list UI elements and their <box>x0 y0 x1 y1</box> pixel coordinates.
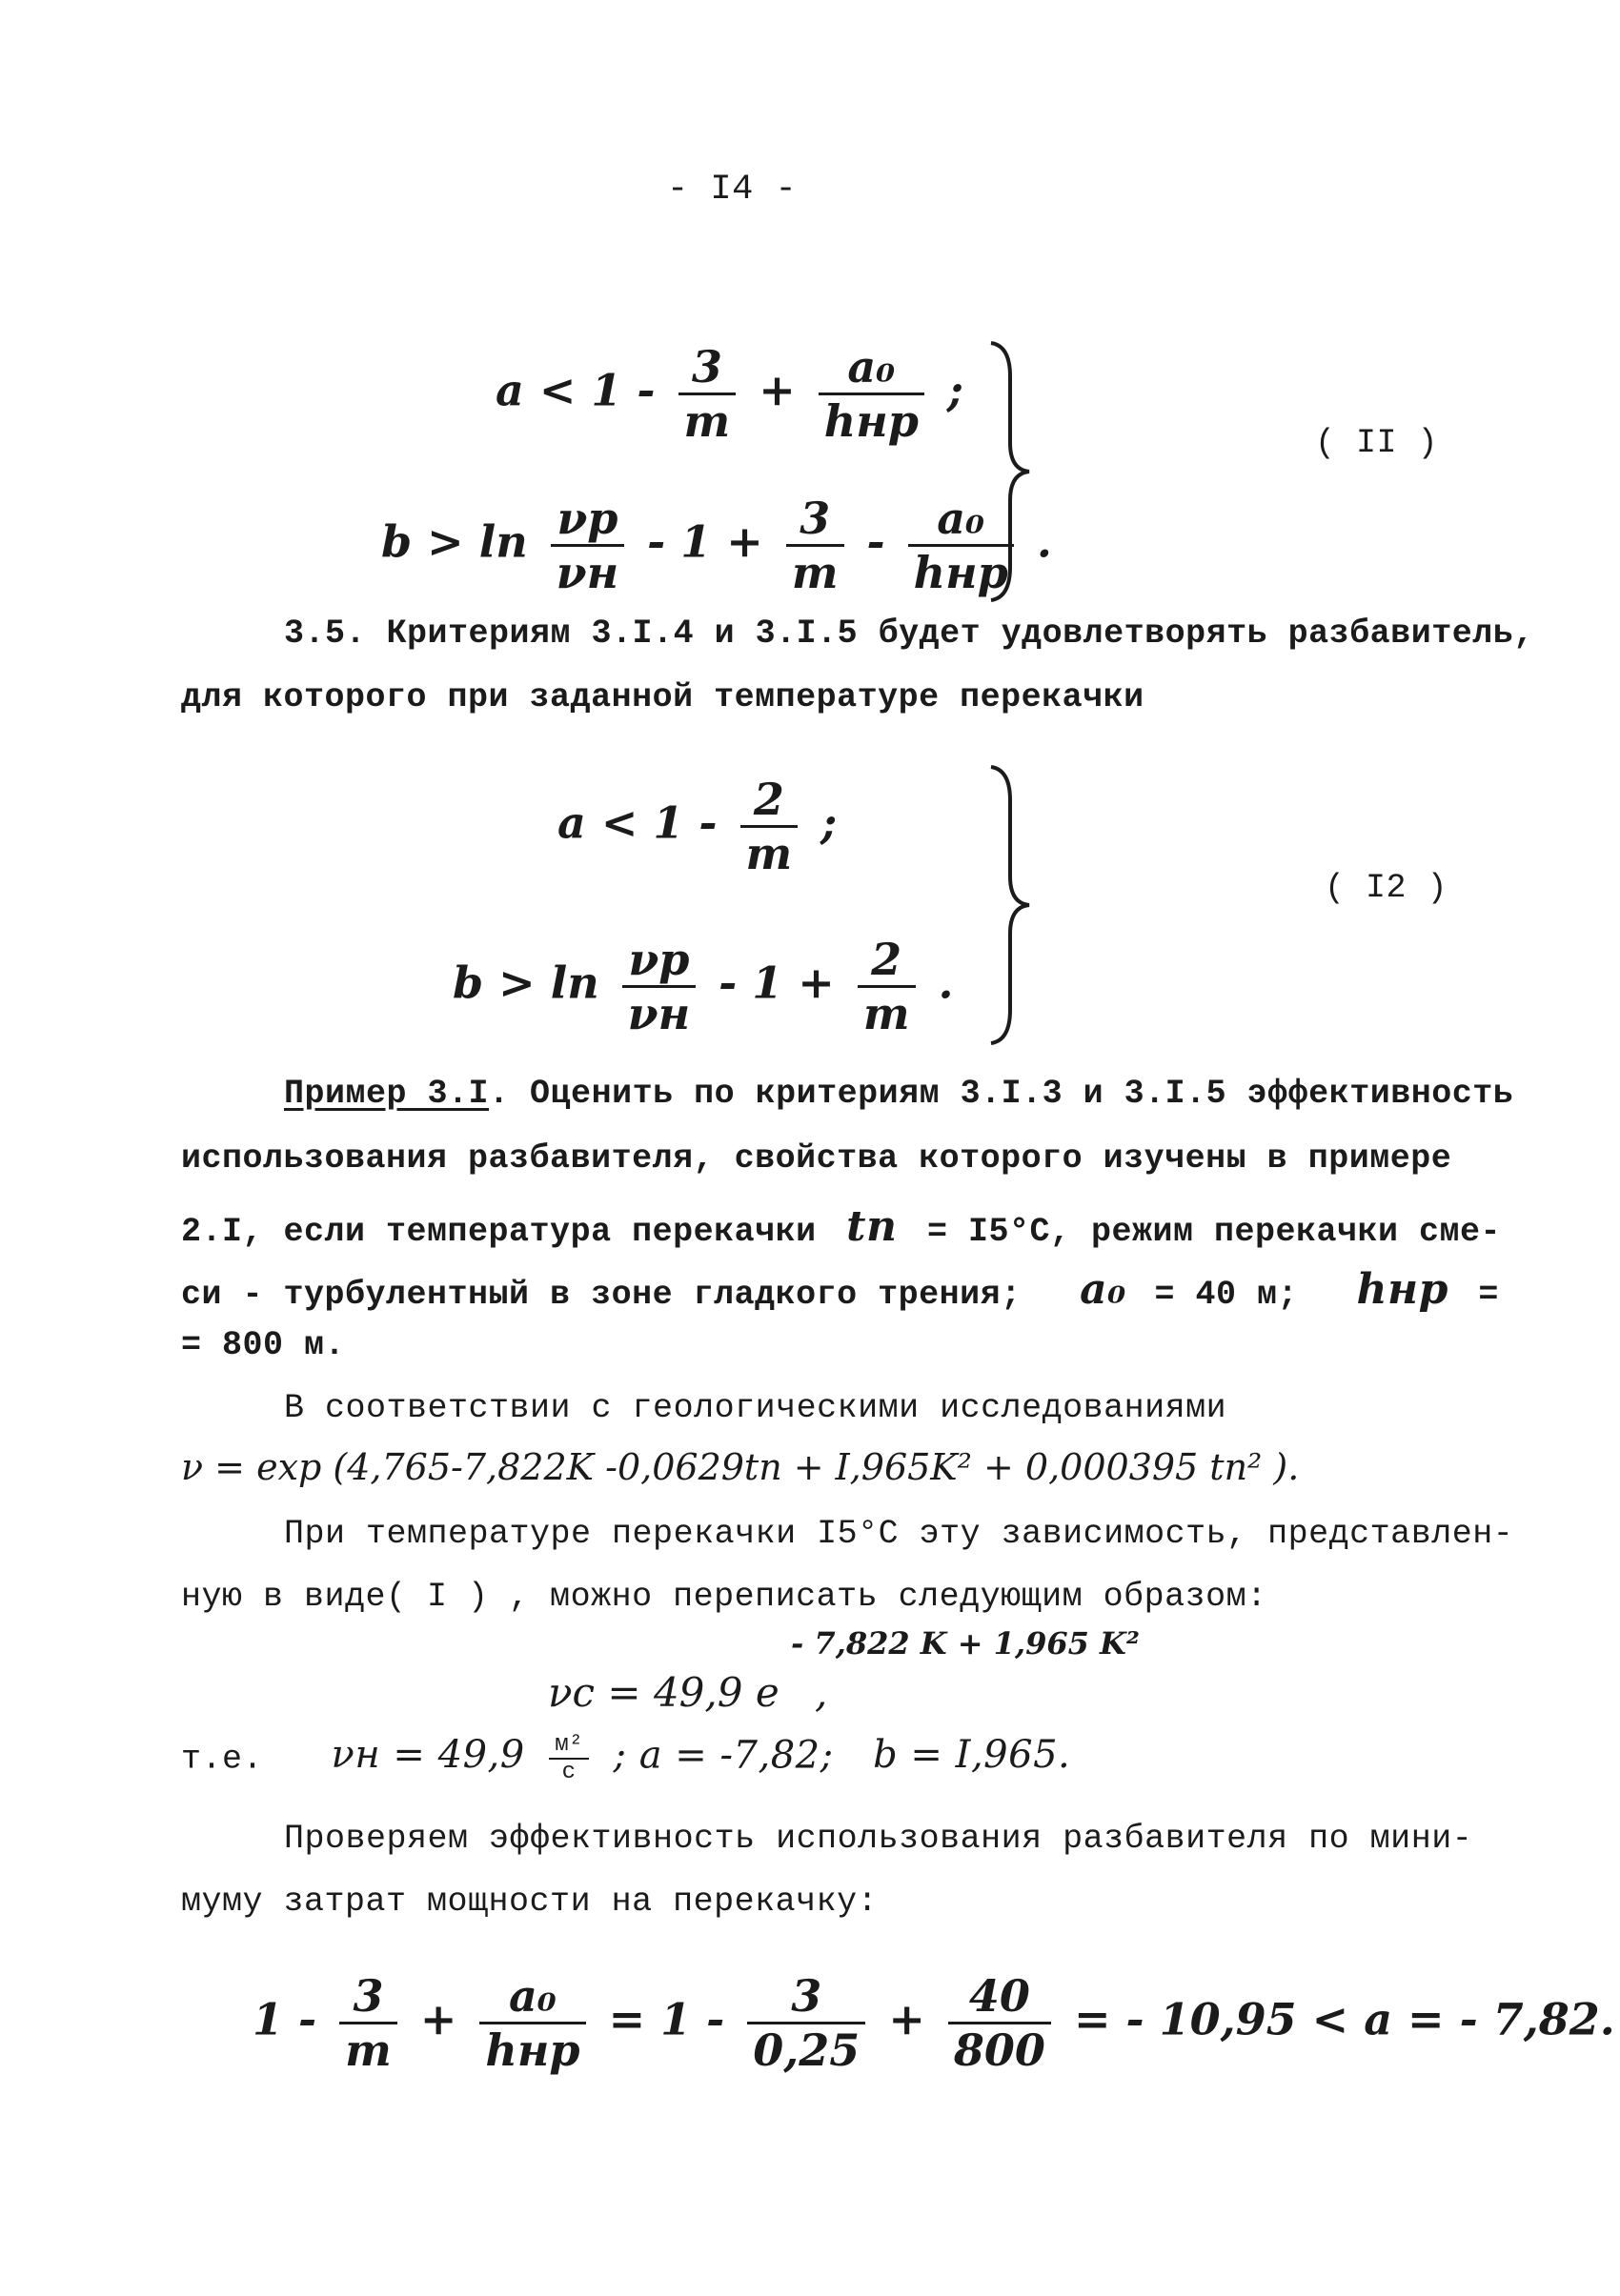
eq12-label: ( I2 ) <box>1325 869 1448 907</box>
eq11-frac-a0-hnp-2: $\frac{\text{a₀}}{\text{hнр}}$ <box>908 493 1014 598</box>
final-frac-a0-hnp: $\frac{\text{a₀}}{\text{hнр}}$ <box>479 1970 585 2076</box>
eq11-right-brace <box>982 338 1039 605</box>
final-frac-3-025: $\frac{3}{0,25}$ <box>747 1970 865 2076</box>
final-frac-40-800: $\frac{40}{800}$ <box>948 1970 1051 2076</box>
temp-line2: ную в виде( I ) , можно переписать следующим образом: <box>181 1578 1267 1616</box>
final-equation: 1 - $\frac{3}{m}$ + $\frac{\text{a₀}}{\text{hнр}}$ = 1 - $\frac{3}{0,25}$ + $\frac{40}{800}$ = - 10,95 < a = - 7,82. <box>253 1970 1615 2076</box>
example-line3: 2.I, если температура перекачки tп = I5°C, режим перекачки сме- <box>181 1202 1502 1251</box>
example-hnp-symbol: hнр <box>1356 1265 1448 1314</box>
eq11-line1: a < 1 - $\frac{3}{m}$ + $\frac{\text{a₀}}{\text{hнр}}$ ; <box>496 341 963 447</box>
ie-a-value: ; a = -7,82; <box>613 1733 834 1778</box>
example-line5: = 800 м. <box>181 1326 346 1364</box>
eq11-frac-nup-nun: $\frac{\nu р}{\nu н}$ <box>551 493 624 598</box>
para35-line2: для которого при заданной температуре перекачки <box>181 678 1144 716</box>
eq12-frac-2-m-2: $\frac{2}{m}$ <box>858 934 916 1039</box>
geo-viscosity-formula: ν = exp (4,765-7,822K -0,0629tп + I,965K² + 0,000395 tп² ). <box>181 1446 1300 1488</box>
check-line2: муму затрат мощности на перекачку: <box>181 1883 879 1921</box>
nu-c-exponent: - 7,822 K + 1,965 K² <box>791 1625 1140 1662</box>
ie-unit-m2-s: $\frac{\text{м²}}{с}$ <box>549 1732 589 1785</box>
example-line2: использования разбавителя, свойства которого изучены в примере <box>181 1139 1452 1178</box>
temp-line1: При температуре перекачки I5°C эту зависимость, представлен- <box>284 1515 1514 1553</box>
final-result: = - 10,95 < a = - 7,82. <box>1073 1993 1615 2045</box>
eq12-line2: b > ln $\frac{\nu р}{\nu н}$ - 1 + $\frac{2}{m}$ . <box>453 934 954 1039</box>
page-number: - I4 - <box>667 170 798 210</box>
eq11-line1-lhs: a < 1 - <box>496 364 656 416</box>
example-tp-symbol: tп <box>846 1202 898 1251</box>
eq11-label: ( II ) <box>1315 424 1439 462</box>
eq12-right-brace <box>982 762 1039 1048</box>
final-frac-3-m: $\frac{3}{m}$ <box>339 1970 397 2076</box>
ie-b-value: b = I,965. <box>873 1733 1071 1778</box>
check-line1: Проверяем эффективность использования разбавителя по мини- <box>284 1820 1473 1858</box>
eq12-frac-nup-nun: $\frac{\nu р}{\nu н}$ <box>622 934 696 1039</box>
nu-c-formula: νc = 49,9 e , <box>548 1669 828 1716</box>
eq12-frac-2-m: $\frac{2}{m}$ <box>740 774 799 879</box>
example-line1: Пример 3.I. Оценить по критериям 3.I.3 и 3.I.5 эффективность <box>284 1075 1514 1113</box>
eq12-line1: a < 1 - $\frac{2}{m}$ ; <box>557 774 838 879</box>
example-line4: си - турбулентный в зоне гладкого трения; a₀ = 40 м; hнр = <box>181 1265 1499 1314</box>
eq11-line2: b > ln $\frac{\nu р}{\nu н}$ - 1 + $\frac{3}{m}$ - $\frac{\text{a₀}}{\text{hнр}}$ . <box>381 493 1052 598</box>
geo-line1: В соответствии с геологическими исследованиями <box>284 1389 1227 1427</box>
example-title: Пример 3.I <box>284 1075 490 1113</box>
eq11-frac-3-m: $\frac{3}{m}$ <box>678 341 737 447</box>
para35-line1: 3.5. Критериям 3.I.4 и 3.I.5 будет удовлетворять разбавитель, <box>284 614 1534 653</box>
ie-line: т.е. νн = 49,9 $\frac{\text{м²}}{с}$ ; a = -7,82; b = I,965. <box>181 1732 1071 1785</box>
eq11-frac-3-m-2: $\frac{3}{m}$ <box>786 493 844 598</box>
ie-nu-n: νн = 49,9 <box>331 1733 525 1778</box>
example-a0-symbol: a₀ <box>1080 1265 1126 1314</box>
eq11-line2-lhs: b > ln <box>381 515 528 568</box>
eq11-frac-a0-hnp: $\frac{\text{a₀}}{\text{hнр}}$ <box>819 341 924 447</box>
